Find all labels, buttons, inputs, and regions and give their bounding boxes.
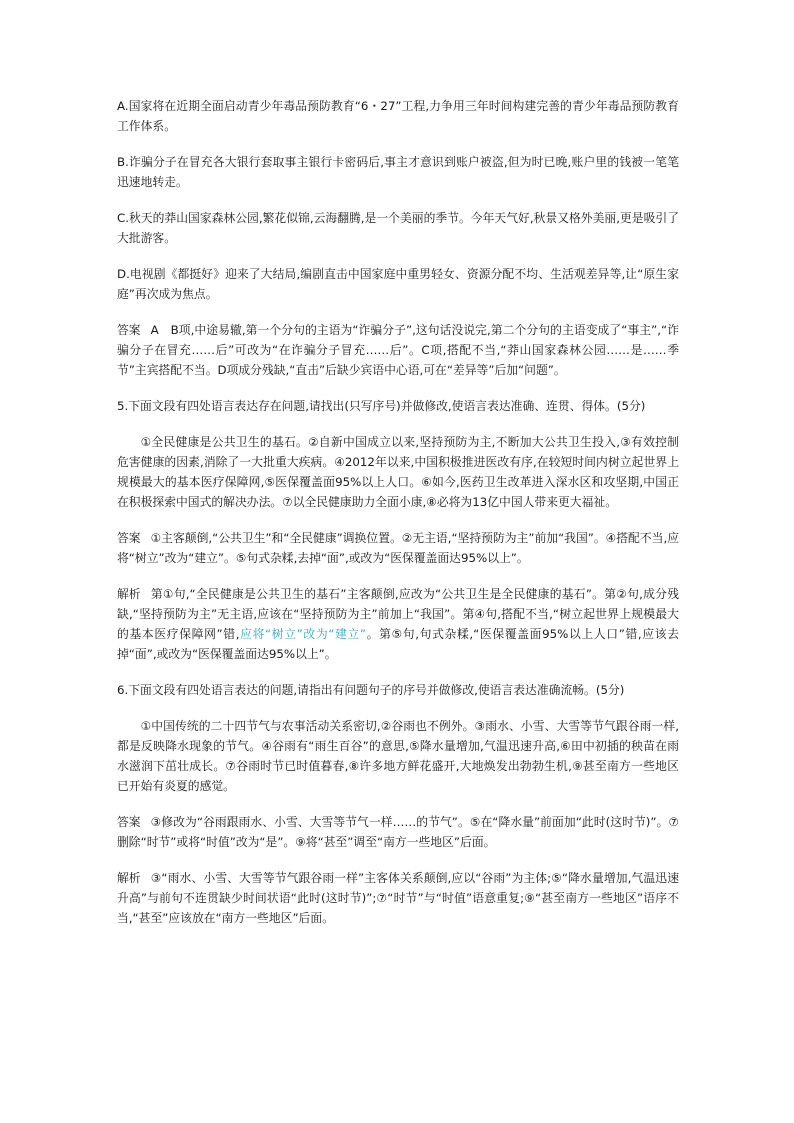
option-b: B.诈骗分子在冒充各大银行套取事主银行卡密码后,事主才意识到账户被盗,但为时已晚,账户里的钱被一笔笔迅速地转走。 — [117, 155, 679, 189]
analysis-text-post: 。第⑤句,句式杂糅,“医保覆盖面95%以上人口”错,应该去掉“面”,或改为“医保覆盖面达95%以上”。 — [117, 627, 679, 661]
question-5-passage: ①全民健康是公共卫生的基石。②自新中国成立以来,坚持预防为主,不断加大公共卫生投入,③有效控制危害健康的因素,消除了一大批重大疾病。④2012年以来,中国积极推进医改有序,在较短时间内树立起世界上规模最大的基本医疗保障网,⑤医保覆盖面95%以上人口。⑥如今,医药卫生改革进入深水区和攻坚期,中国正在积极探索中国式的解决办法。⑦以全民健康助力全面小康,⑧必将为13亿中国人带来更大福祉。 — [117, 435, 679, 509]
analysis-text-pre: 第①句,“全民健康是公共卫生的基石”主客颠倒,应改为“公共卫生是全民健康的基石”。第②句,成分残缺,“坚持预防为主”无主语,应该在“坚持预防为主”前加上“我国”。第④句,搭配不当,“树立起世界上规模最大的基本医疗保障网”错, — [117, 587, 680, 641]
answer-label: 答案 — [117, 531, 141, 545]
analysis-label: 解析 — [117, 871, 141, 885]
analysis-highlight: 应将“树立”改为“建立” — [239, 627, 367, 641]
question-6-stem: 6.下面文段有四处语言表达的问题,请指出有问题句子的序号并做修改,使语言表达准确流畅。(5分) — [117, 683, 625, 697]
answer-6 — [117, 812, 679, 852]
answer-text: ①主客颠倒,“公共卫生”和“全民健康”调换位置。②无主语,“坚持预防为主”前加“我国”。④搭配不当,应将“树立”改为“建立”。⑤句式杂糅,去掉“面”,或改为“医保覆盖面达95%以上”。 — [117, 531, 679, 565]
question-5-stem: 5.下面文段有四处语言表达存在问题,请找出(只写序号)并做修改,使语言表达准确、连贯、得体。(5分) — [117, 399, 646, 413]
answer-text: ③修改为“谷雨跟雨水、小雪、大雪等节气一样……的节气”。⑤在“降水量”前面加“此时(这时节)”。⑦删除“时节”或将“时值”改为“是”。⑨将“甚至”调至“南方一些地区”后面。 — [117, 815, 679, 849]
answer-4 — [117, 320, 679, 380]
analysis-5 — [117, 584, 679, 664]
answer-5 — [117, 528, 679, 568]
analysis-text: ③“雨水、小雪、大雪等节气跟谷雨一样”主客体关系颠倒,应以“谷雨”为主体;⑤“降水量增加,气温迅速升高”与前句不连贯缺少时间状语“此时(这时节)”;⑦“时节”与“时值”语意重复;⑨“甚至南方一些地区”语序不当,“甚至”应该放在“南方一些地区”后面。 — [117, 871, 679, 925]
option-d: D.电视剧《都挺好》迎来了大结局,编剧直击中国家庭中重男轻女、资源分配不均、生活观差异等,让“原生家庭”再次成为焦点。 — [117, 267, 679, 301]
option-a: A.国家将在近期全面启动青少年毒品预防教育“6・27”工程,力争用三年时间构建完善的青少年毒品预防教育工作体系。 — [117, 99, 679, 133]
option-c: C.秋天的莽山国家森林公园,繁花似锦,云海翻腾,是一个美丽的季节。今年天气好,秋景又格外美丽,更是吸引了大批游客。 — [117, 211, 679, 245]
answer-label: 答案 — [117, 815, 141, 829]
answer-text: A B项,中途易辙,第一个分句的主语为“诈骗分子”,这句话没说完,第二个分句的主语变成了“事主”,“诈骗分子在冒充……后”可改为“在诈骗分子冒充……后”。C项,搭配不当,“莽山国家森林公园……是……季节”主宾搭配不当。D项成分残缺,“直击”后缺少宾语中心语,可在“差异等”后加“问题”。 — [117, 323, 679, 377]
question-6-passage: ①中国传统的二十四节气与农事活动关系密切,②谷雨也不例外。③雨水、小雪、大雪等节气跟谷雨一样,都是反映降水现象的节气。④谷雨有“雨生百谷”的意思,⑤降水量增加,气温迅速升高,⑥田中初插的秧苗在雨水滋润下茁壮成长。⑦谷雨时节已时值暮春,⑧许多地方鲜花盛开,大地焕发出勃勃生机,⑨甚至南方一些地区已开始有炎夏的感觉。 — [117, 719, 679, 793]
analysis-label: 解析 — [117, 587, 141, 601]
analysis-6 — [117, 868, 679, 928]
document-page — [117, 96, 679, 944]
answer-label: 答案 — [117, 323, 141, 337]
